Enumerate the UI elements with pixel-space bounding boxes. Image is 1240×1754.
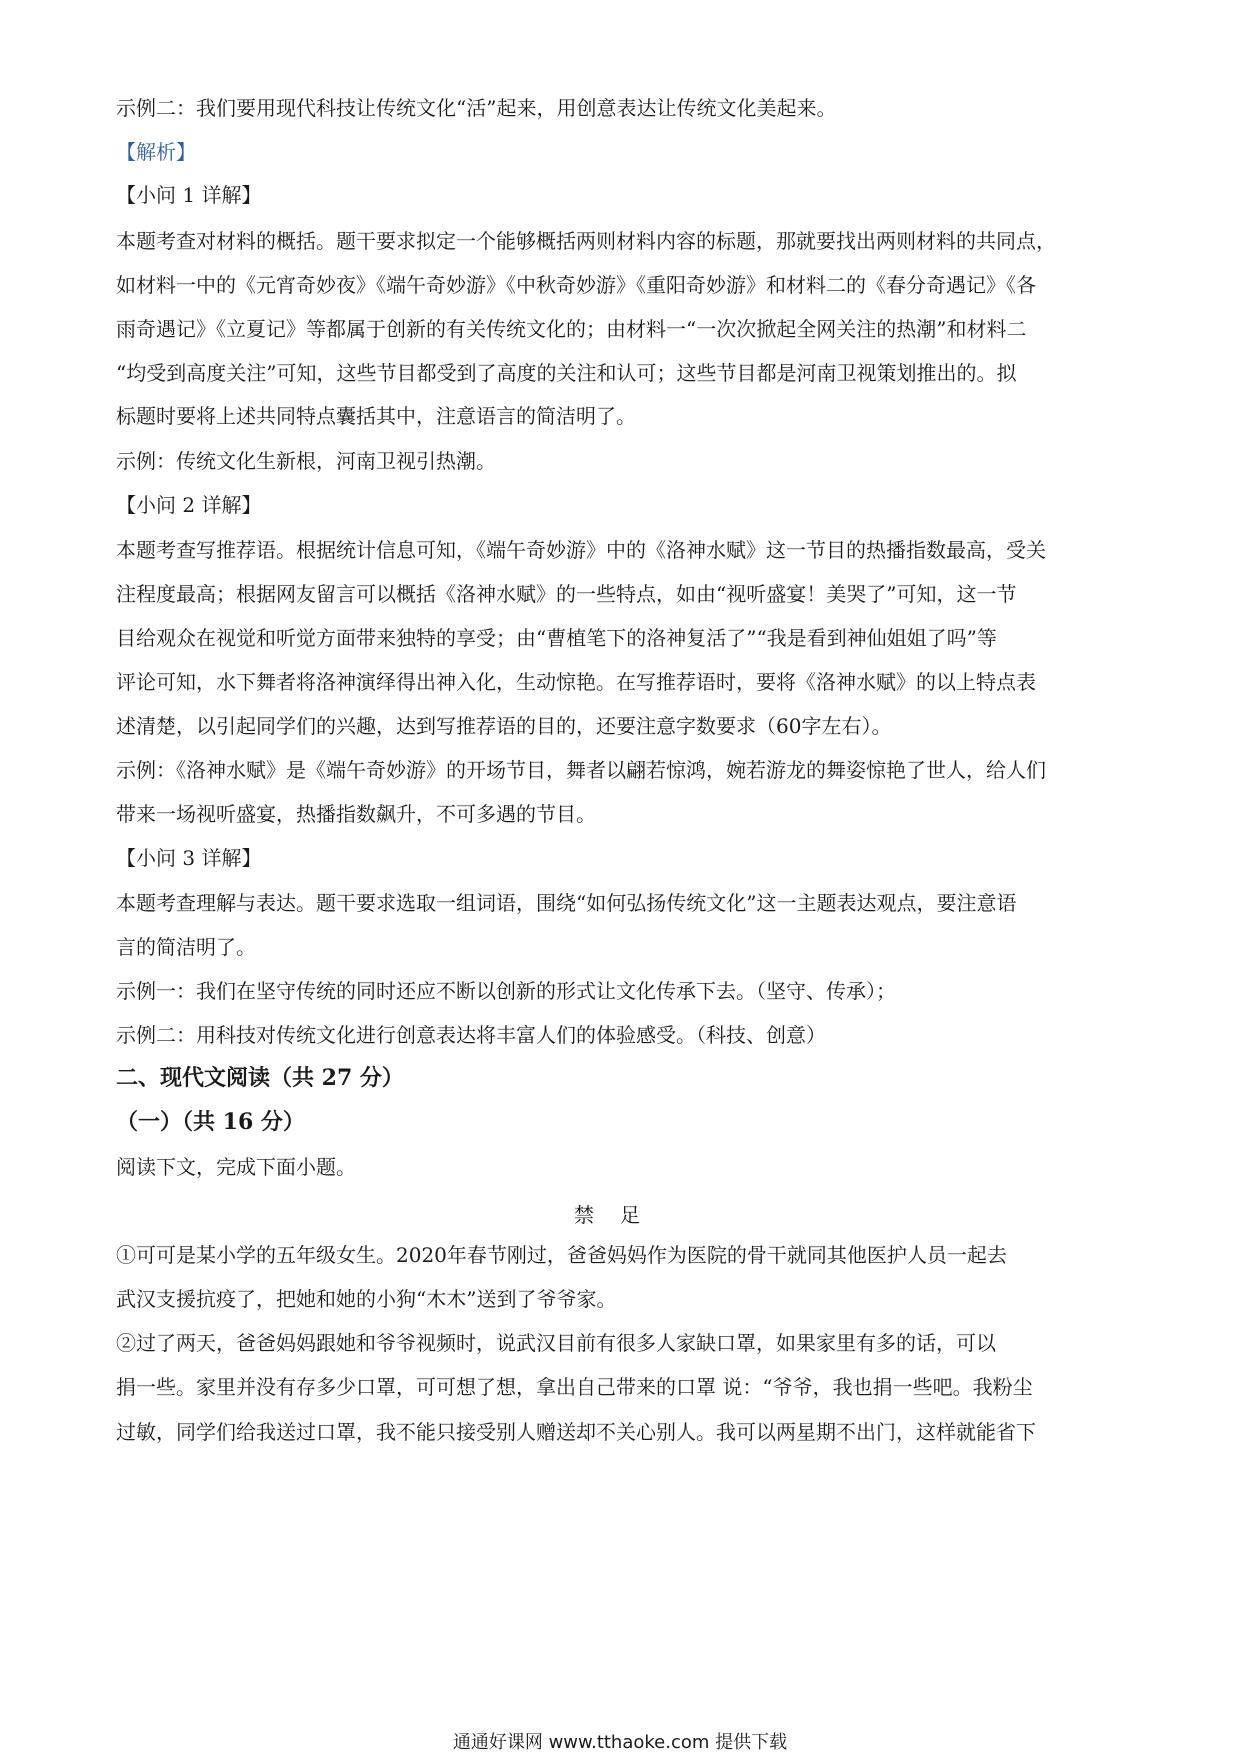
paragraph-line: 目给观众在视觉和听觉方面带来独特的享受；由“曹植笔下的洛神复活了”“我是看到神仙姐姐了吗”等 <box>116 626 997 650</box>
paragraph-line: 述清楚，以引起同学们的兴趣，达到写推荐语的目的，还要注意字数要求（60字左右）。 <box>116 714 892 738</box>
paragraph-line: 示例：传统文化生新根，河南卫视引热潮。 <box>116 449 496 473</box>
paragraph-line: 注程度最高；根据网友留言可以概括《洛神水赋》的一些特点，如由“视听盛宴！美哭了”可知，这一节 <box>116 582 1017 606</box>
paragraph-line: 本题考查写推荐语。根据统计信息可知，《端午奇妙游》中的《洛神水赋》这一节目的热播指数最高，受关 <box>116 538 1046 562</box>
paragraph-line: 如材料一中的《元宵奇妙夜》《端午奇妙游》《中秋奇妙游》《重阳奇妙游》和材料二的《春分奇遇记》《各 <box>116 273 1036 297</box>
paragraph-line: 带来一场视听盛宴，热播指数飙升，不可多遇的节目。 <box>116 802 596 826</box>
paragraph-line: 言的简洁明了。 <box>116 935 256 959</box>
paragraph-line: 捐一些。家里并没有存多少口罩，可可想了想，拿出自己带来的口罩 说：“爷爷，我也捐一些吧。我粉尘 <box>116 1375 1033 1399</box>
paragraph-line: ②过了两天，爸爸妈妈跟她和爷爷视频时，说武汉目前有很多人家缺口罩，如果家里有多的话，可以 <box>116 1331 996 1355</box>
paragraph-line: 雨奇遇记》《立夏记》等都属于创新的有关传统文化的；由材料一“一次次掀起全网关注的热潮”和材料二 <box>116 317 1027 341</box>
paragraph-line: ①可可是某小学的五年级女生。2020年春节刚过，爸爸妈妈作为医院的骨干就同其他医护人员一起去 <box>116 1243 1007 1267</box>
subquestion-label: 【小问 2 详解】 <box>116 493 262 517</box>
paragraph-line: 武汉支援抗疫了，把她和她的小狗“木木”送到了爷爷家。 <box>116 1287 617 1311</box>
paragraph-line: 过敏，同学们给我送过口罩，我不能只接受别人赠送却不关心别人。我可以两星期不出门，这样就能省下 <box>116 1420 1036 1444</box>
part-heading: （一）（共 16 分） <box>116 1109 305 1135</box>
story-title: 禁足 <box>574 1203 666 1227</box>
paragraph-line: 标题时要将上述共同特点囊括其中，注意语言的简洁明了。 <box>116 404 636 428</box>
subquestion-label: 【小问 1 详解】 <box>116 183 262 207</box>
paragraph-line: 评论可知，水下舞者将洛神演绎得出神入化，生动惊艳。在写推荐语时，要将《洛神水赋》的以上特点表 <box>116 670 1036 694</box>
subquestion-label: 【小问 3 详解】 <box>116 846 262 870</box>
analysis-label: 【解析】 <box>116 140 196 164</box>
paragraph-line: “均受到高度关注”可知，这些节目都受到了高度的关注和认可；这些节目都是河南卫视策划推出的。拟 <box>116 361 1017 385</box>
paragraph-line: 示例一：我们在坚守传统的同时还应不断以创新的形式让文化传承下去。（坚守、传承）； <box>116 979 896 1003</box>
paragraph-line: 示例二：我们要用现代科技让传统文化“活”起来，用创意表达让传统文化美起来。 <box>116 96 837 120</box>
paragraph-line: 本题考查对材料的概括。题干要求拟定一个能够概括两则材料内容的标题，那就要找出两则材料的共同点， <box>116 229 1056 253</box>
paragraph-line: 示例二：用科技对传统文化进行创意表达将丰富人们的体验感受。（科技、创意） <box>116 1023 826 1047</box>
section-heading: 二、现代文阅读（共 27 分） <box>116 1065 404 1091</box>
paragraph-line: 阅读下文，完成下面小题。 <box>116 1155 356 1179</box>
paragraph-line: 本题考查理解与表达。题干要求选取一组词语，围绕“如何弘扬传统文化”这一主题表达观点，要注意语 <box>116 891 1017 915</box>
footer-text: 通通好课网 www.tthaoke.com 提供下载 <box>452 1732 788 1753</box>
paragraph-line: 示例：《洛神水赋》是《端午奇妙游》的开场节目，舞者以翩若惊鸿，婉若游龙的舞姿惊艳了世人，给人们 <box>116 758 1046 782</box>
